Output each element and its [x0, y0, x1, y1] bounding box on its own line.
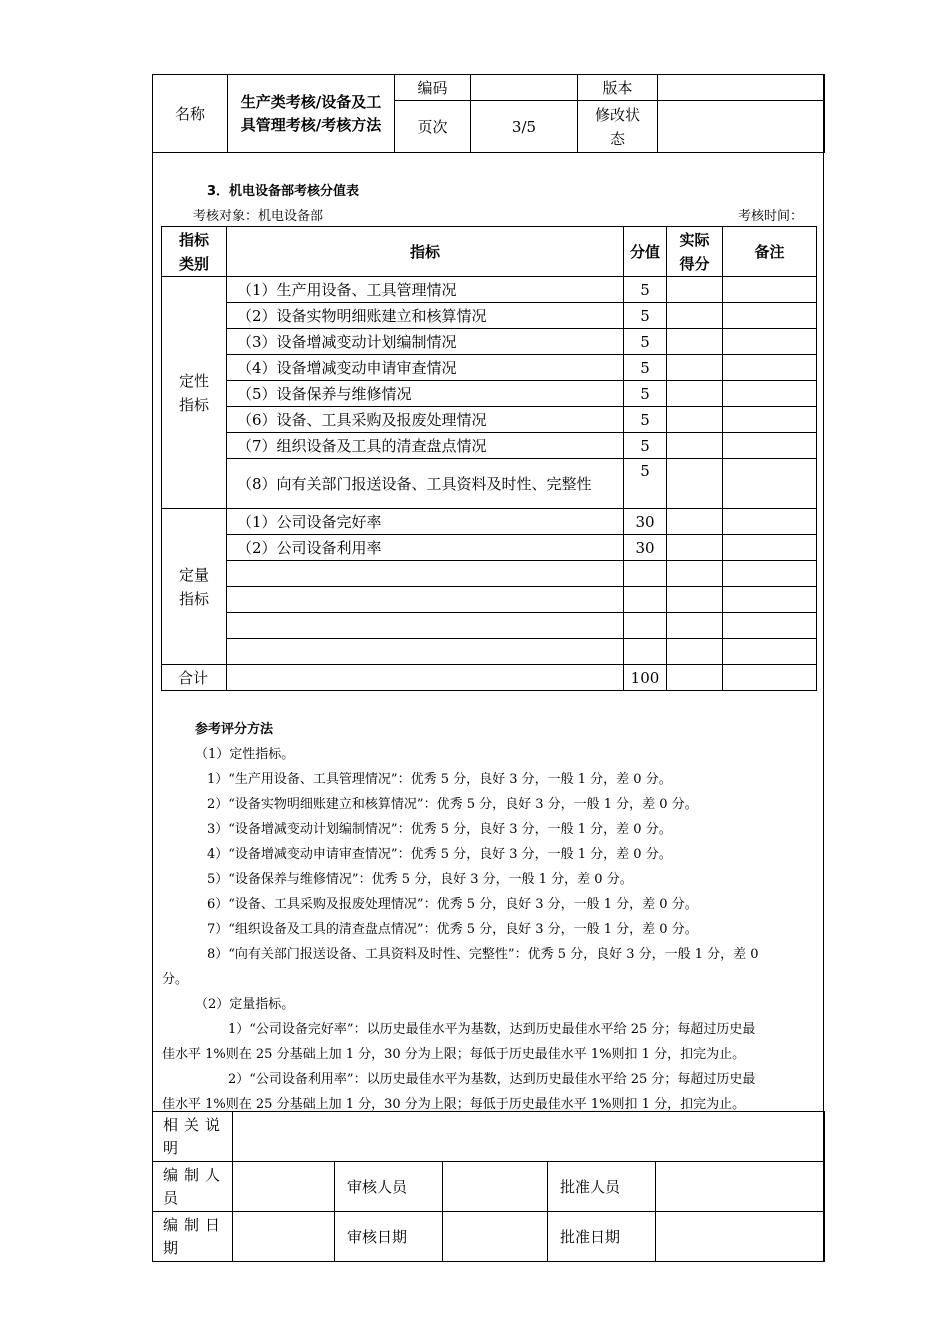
indicator-name: （2）设备实物明细账建立和核算情况 — [227, 303, 624, 329]
related-label: 相关说明 — [153, 1112, 233, 1162]
header-category: 指标类别 — [162, 227, 227, 277]
actual-score — [667, 303, 723, 329]
table-row — [162, 433, 817, 459]
total-value: 100 — [624, 665, 667, 691]
table-row — [162, 613, 817, 639]
indicator-score: 5 — [624, 407, 667, 433]
indicator-name: （5）设备保养与维修情况 — [227, 381, 624, 407]
name-label: 名称 — [153, 75, 228, 153]
note-cell — [723, 665, 817, 691]
method-item: 1）“公司设备完好率”：以历史最佳水平为基数，达到历史最佳水平给 25 分；每超过历史最 — [228, 1022, 756, 1037]
indicator-score: 30 — [624, 535, 667, 561]
note-cell — [723, 407, 817, 433]
method-item-cont: 佳水平 1%则在 25 分基础上加 1 分，30 分为上限；每低于历史最佳水平 1%则扣 1 分，扣完为止。 — [162, 1047, 746, 1062]
version-value — [658, 75, 825, 101]
table-row — [162, 639, 817, 665]
method-item: 8）“向有关部门报送设备、工具资料及时性、完整性”：优秀 5 分，良好 3 分，一般 1 分，差 0 — [207, 947, 759, 962]
note-cell — [723, 329, 817, 355]
indicator-name: （4）设备增减变动申请审查情况 — [227, 355, 624, 381]
reviewed-by-value — [443, 1162, 548, 1212]
note-cell — [723, 277, 817, 303]
method-item: 1）“生产用设备、工具管理情况”：优秀 5 分，良好 3 分，一般 1 分，差 0 分。 — [207, 772, 672, 787]
related-value — [233, 1112, 825, 1162]
table-row — [162, 277, 817, 303]
table-row — [162, 303, 817, 329]
quantitative-category: 定量指标 — [162, 509, 227, 665]
table-row — [162, 587, 817, 613]
indicator-score: 5 — [624, 381, 667, 407]
note-cell — [723, 433, 817, 459]
note-cell — [723, 459, 817, 509]
actual-score — [667, 535, 723, 561]
reviewed-date-label: 审核日期 — [335, 1212, 443, 1262]
indicator-name: （1）公司设备完好率 — [227, 509, 624, 535]
code-label: 编码 — [395, 75, 471, 101]
note-cell — [723, 303, 817, 329]
header-indicator: 指标 — [227, 227, 624, 277]
indicator-name: （8）向有关部门报送设备、工具资料及时性、完整性 — [227, 459, 624, 509]
note-cell — [723, 355, 817, 381]
actual-score — [667, 277, 723, 303]
header-score: 分值 — [624, 227, 667, 277]
actual-score — [667, 433, 723, 459]
table-row — [162, 329, 817, 355]
prepared-by-label: 编制人员 — [153, 1162, 233, 1212]
version-label: 版本 — [578, 75, 658, 101]
header-note: 备注 — [723, 227, 817, 277]
table-row — [162, 535, 817, 561]
method-item-cont: 分。 — [162, 972, 189, 987]
actual-score — [667, 407, 723, 433]
approved-by-value — [656, 1162, 825, 1212]
indicator-score: 5 — [624, 303, 667, 329]
note-cell — [723, 535, 817, 561]
actual-score — [667, 381, 723, 407]
indicator-name: （1）生产用设备、工具管理情况 — [227, 277, 624, 303]
method-quantitative-heading: （2）定量指标。 — [195, 997, 295, 1012]
code-value — [471, 75, 578, 101]
actual-score — [667, 459, 723, 509]
header-table — [152, 74, 825, 153]
assessment-time: 考核时间： — [738, 209, 804, 224]
prepared-date-label: 编制日期 — [153, 1212, 233, 1262]
section-title: 3．机电设备部考核分值表 — [207, 184, 360, 199]
method-item: 2）“公司设备利用率”：以历史最佳水平为基数，达到历史最佳水平给 25 分；每超过历史最 — [228, 1072, 756, 1087]
status-label: 修改状态 — [578, 101, 658, 153]
page-value: 3/5 — [471, 101, 578, 153]
approved-date-value — [656, 1212, 825, 1262]
method-item: 5）“设备保养与维修情况”：优秀 5 分，良好 3 分，一般 1 分，差 0 分。 — [207, 872, 633, 887]
method-item: 7）“组织设备及工具的清查盘点情况”：优秀 5 分，良好 3 分，一般 1 分，差 0 分。 — [207, 922, 698, 937]
method-item: 6）“设备、工具采购及报废处理情况”：优秀 5 分，良好 3 分，一般 1 分，差 0 分。 — [207, 897, 698, 912]
table-row — [162, 407, 817, 433]
note-cell — [723, 509, 817, 535]
actual-score — [667, 665, 723, 691]
indicator-score: 30 — [624, 509, 667, 535]
method-qualitative-heading: （1）定性指标。 — [195, 747, 295, 762]
actual-score — [667, 355, 723, 381]
footer-table — [152, 1111, 825, 1262]
header-actual: 实际得分 — [667, 227, 723, 277]
assessment-subject: 考核对象：机电设备部 — [193, 209, 324, 224]
note-cell — [723, 381, 817, 407]
prepared-date-value — [233, 1212, 335, 1262]
indicator-name: （2）公司设备利用率 — [227, 535, 624, 561]
page-label: 页次 — [395, 101, 471, 153]
indicator-score: 5 — [624, 433, 667, 459]
total-empty — [227, 665, 624, 691]
prepared-by-value — [233, 1162, 335, 1212]
table-row — [162, 381, 817, 407]
reviewed-date-value — [443, 1212, 548, 1262]
table-row — [162, 459, 817, 509]
approved-by-label: 批准人员 — [548, 1162, 656, 1212]
table-row — [162, 561, 817, 587]
actual-score — [667, 329, 723, 355]
name-value: 生产类考核/设备及工具管理考核/考核方法 — [228, 75, 395, 153]
table-row — [162, 509, 817, 535]
indicator-name: （6）设备、工具采购及报废处理情况 — [227, 407, 624, 433]
method-item: 4）“设备增减变动申请审查情况”：优秀 5 分，良好 3 分，一般 1 分，差 0 分。 — [207, 847, 672, 862]
indicator-name: （3）设备增减变动计划编制情况 — [227, 329, 624, 355]
score-table — [161, 226, 817, 691]
method-item: 3）“设备增减变动计划编制情况”：优秀 5 分，良好 3 分，一般 1 分，差 0 分。 — [207, 822, 672, 837]
actual-score — [667, 509, 723, 535]
method-title: 参考评分方法 — [195, 722, 274, 737]
indicator-score: 5 — [624, 329, 667, 355]
method-item-cont: 佳水平 1%则在 25 分基础上加 1 分，30 分为上限；每低于历史最佳水平 1%则扣 1 分，扣完为止。 — [162, 1097, 746, 1112]
indicator-score: 5 — [624, 277, 667, 303]
method-item: 2）“设备实物明细账建立和核算情况”：优秀 5 分，良好 3 分，一般 1 分，差 0 分。 — [207, 797, 698, 812]
status-value — [658, 101, 825, 153]
indicator-score: 5 — [624, 355, 667, 381]
approved-date-label: 批准日期 — [548, 1212, 656, 1262]
total-label: 合计 — [162, 665, 227, 691]
total-row — [162, 665, 817, 691]
qualitative-category: 定性指标 — [162, 277, 227, 509]
indicator-name: （7）组织设备及工具的清查盘点情况 — [227, 433, 624, 459]
table-row — [162, 355, 817, 381]
indicator-score: 5 — [624, 459, 667, 509]
reviewed-by-label: 审核人员 — [335, 1162, 443, 1212]
